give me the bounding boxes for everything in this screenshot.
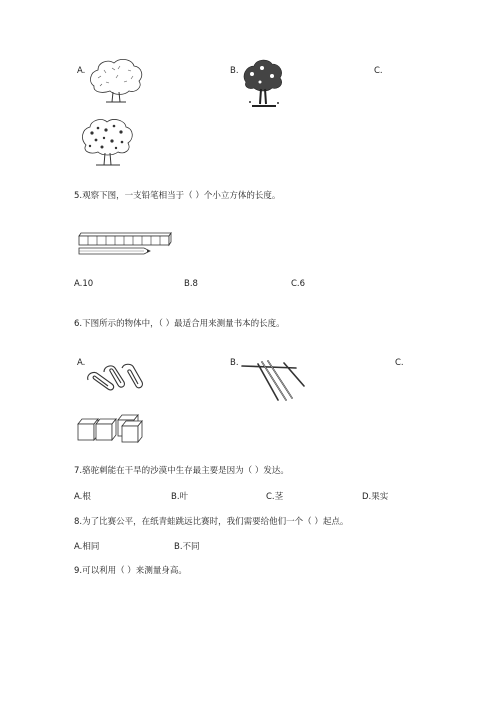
q4-option-b-label: B. [230, 66, 239, 76]
q5-option-b: B.8 [184, 279, 198, 289]
q6-option-a-paperclips-image [84, 360, 146, 394]
q6-option-b-label: B. [230, 358, 239, 368]
q4-option-a-label: A. [77, 66, 86, 76]
q8-stem: 8.为了比赛公平，在纸青蛙跳远比赛时，我们需要给他们一个（ ）起点。 [74, 517, 349, 527]
q9-stem: 9.可以利用（ ）来测量身高。 [74, 566, 187, 576]
q8-option-a: A.相同 [74, 542, 100, 552]
q4-option-a-tree-image [86, 56, 146, 106]
q6-option-c-label: C. [395, 358, 404, 368]
q8-option-b: B.不同 [174, 542, 200, 552]
q7-option-b: B.叶 [171, 492, 189, 502]
q5-option-c: C.6 [291, 279, 306, 289]
q4-option-c-label: C. [374, 66, 383, 76]
q6-option-c-cubes-image [77, 412, 147, 444]
q7-option-a: A.根 [74, 492, 91, 502]
q4-option-c-tree-image [76, 115, 138, 171]
q4-option-b-tree-image [238, 56, 288, 112]
q5-option-a: A.10 [74, 279, 94, 289]
q5-stem: 5.观察下图，一支铅笔相当于（ ）个小立方体的长度。 [74, 191, 281, 201]
q6-stem: 6.下图所示的物体中，（ ）最适合用来测量书本的长度。 [74, 319, 285, 329]
q7-option-d: D.果实 [362, 492, 389, 502]
q6-option-b-sticks-image [238, 358, 310, 404]
q7-stem: 7.骆驼刺能在干旱的沙漠中生存最主要是因为（ ）发达。 [74, 466, 289, 476]
q7-option-c: C.茎 [266, 492, 284, 502]
q6-option-a-label: A. [77, 358, 86, 368]
q5-pencil-and-cubes-image [78, 232, 178, 258]
